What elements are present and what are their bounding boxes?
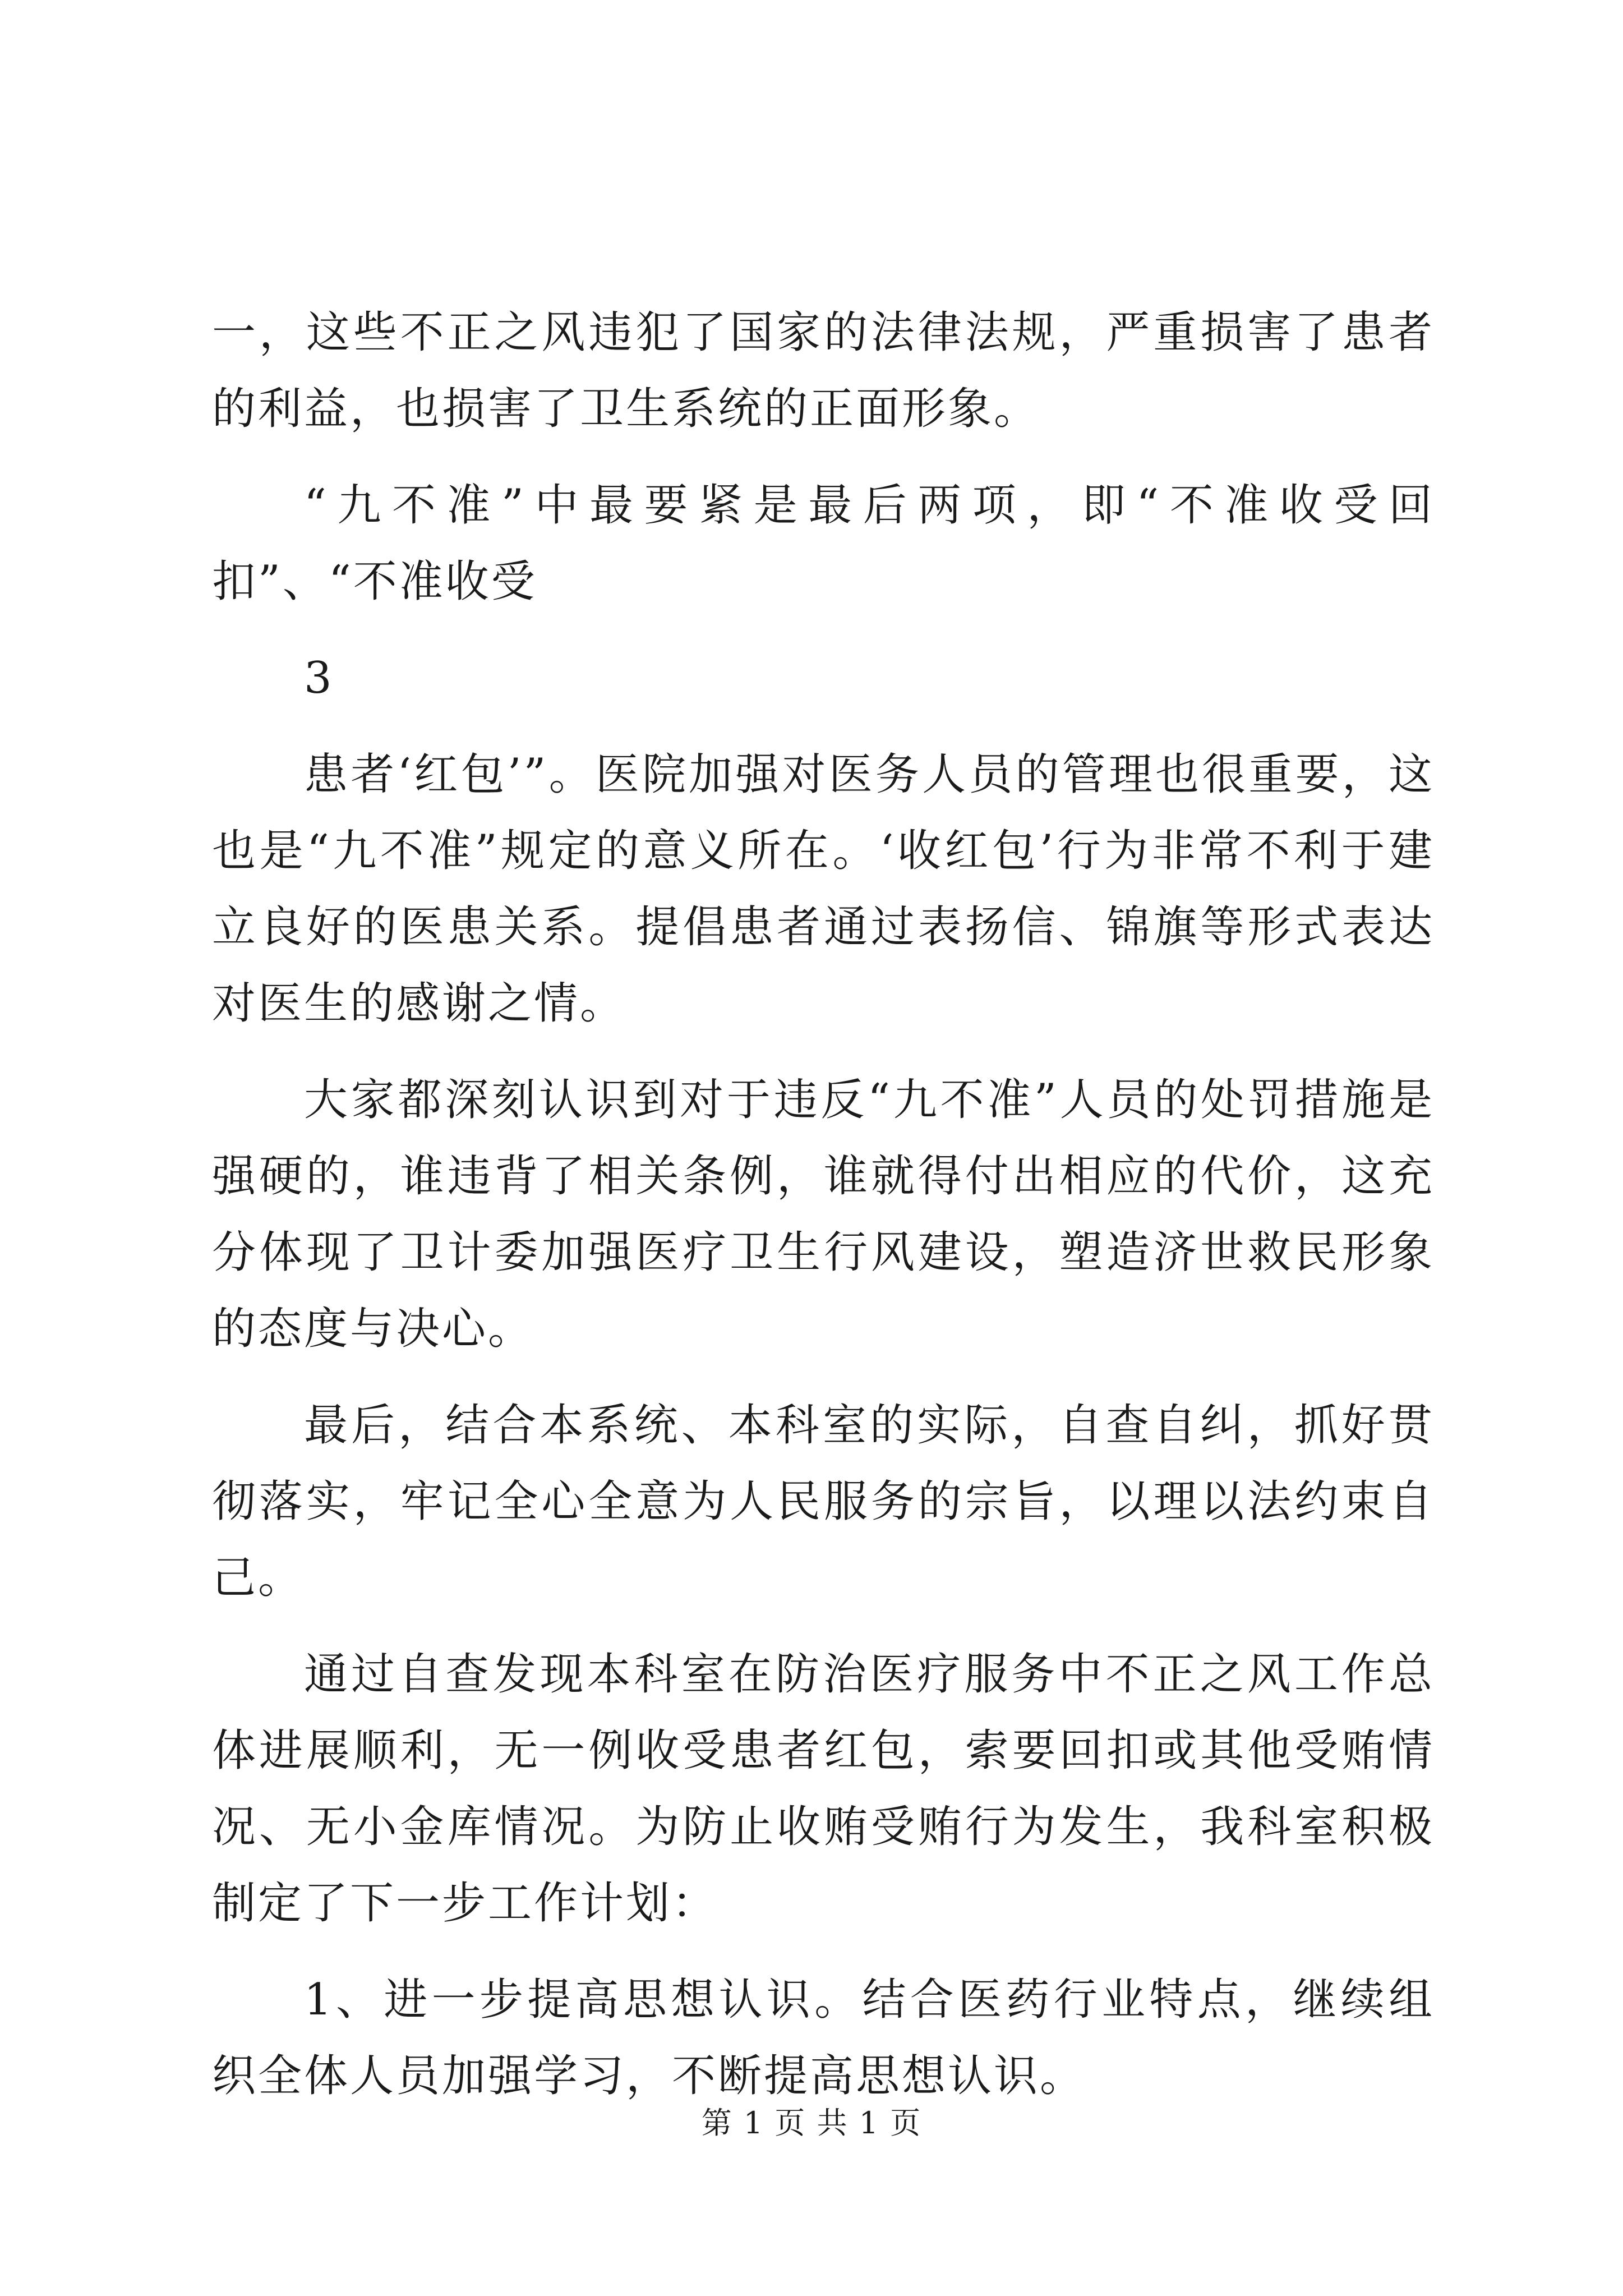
paragraph-6: 通过自查发现本科室在防治医疗服务中不正之风工作总体进展顺利，无一例收受患者红包，索要回扣或其他受贿情况、无小金库情况。为防止收贿受贿行为发生，我科室积极制定了下一步工作计划：: [212, 1649, 1435, 1929]
paragraph-4: 大家都深刻认识到对于违反“九不准”人员的处罚措施是强硬的，谁违背了相关条例，谁就得付出相应的代价，这充分体现了卫计委加强医疗卫生行风建设，塑造济世救民形象的态度与决心。: [212, 1075, 1435, 1354]
inline-page-number: 3: [304, 653, 334, 703]
document-body: [212, 295, 1435, 2134]
page-footer: 第 1 页 共 1 页: [701, 2105, 922, 2141]
paragraph-7: 1、进一步提高思想认识。结合医药行业特点，继续组织全体人员加强学习，不断提高思想认识。: [212, 1975, 1435, 2101]
paragraph-3: 患者‘红包’”。医院加强对医务人员的管理也很重要，这也是“九不准”规定的意义所在。‘收红包’行为非常不利于建立良好的医患关系。提倡患者通过表扬信、锦旗等形式表达对医生的感谢之情。: [212, 749, 1435, 1029]
paragraph-5: 最后，结合本系统、本科室的实际，自查自纠，抓好贯彻落实，牢记全心全意为人民服务的宗旨，以理以法约束自己。: [212, 1400, 1435, 1603]
paragraph-2: “九不准”中最要紧是最后两项，即“不准收受回扣”、“不准收受: [212, 480, 1435, 607]
paragraph-1: 一，这些不正之风违犯了国家的法律法规，严重损害了患者的利益，也损害了卫生系统的正面形象。: [212, 307, 1435, 434]
